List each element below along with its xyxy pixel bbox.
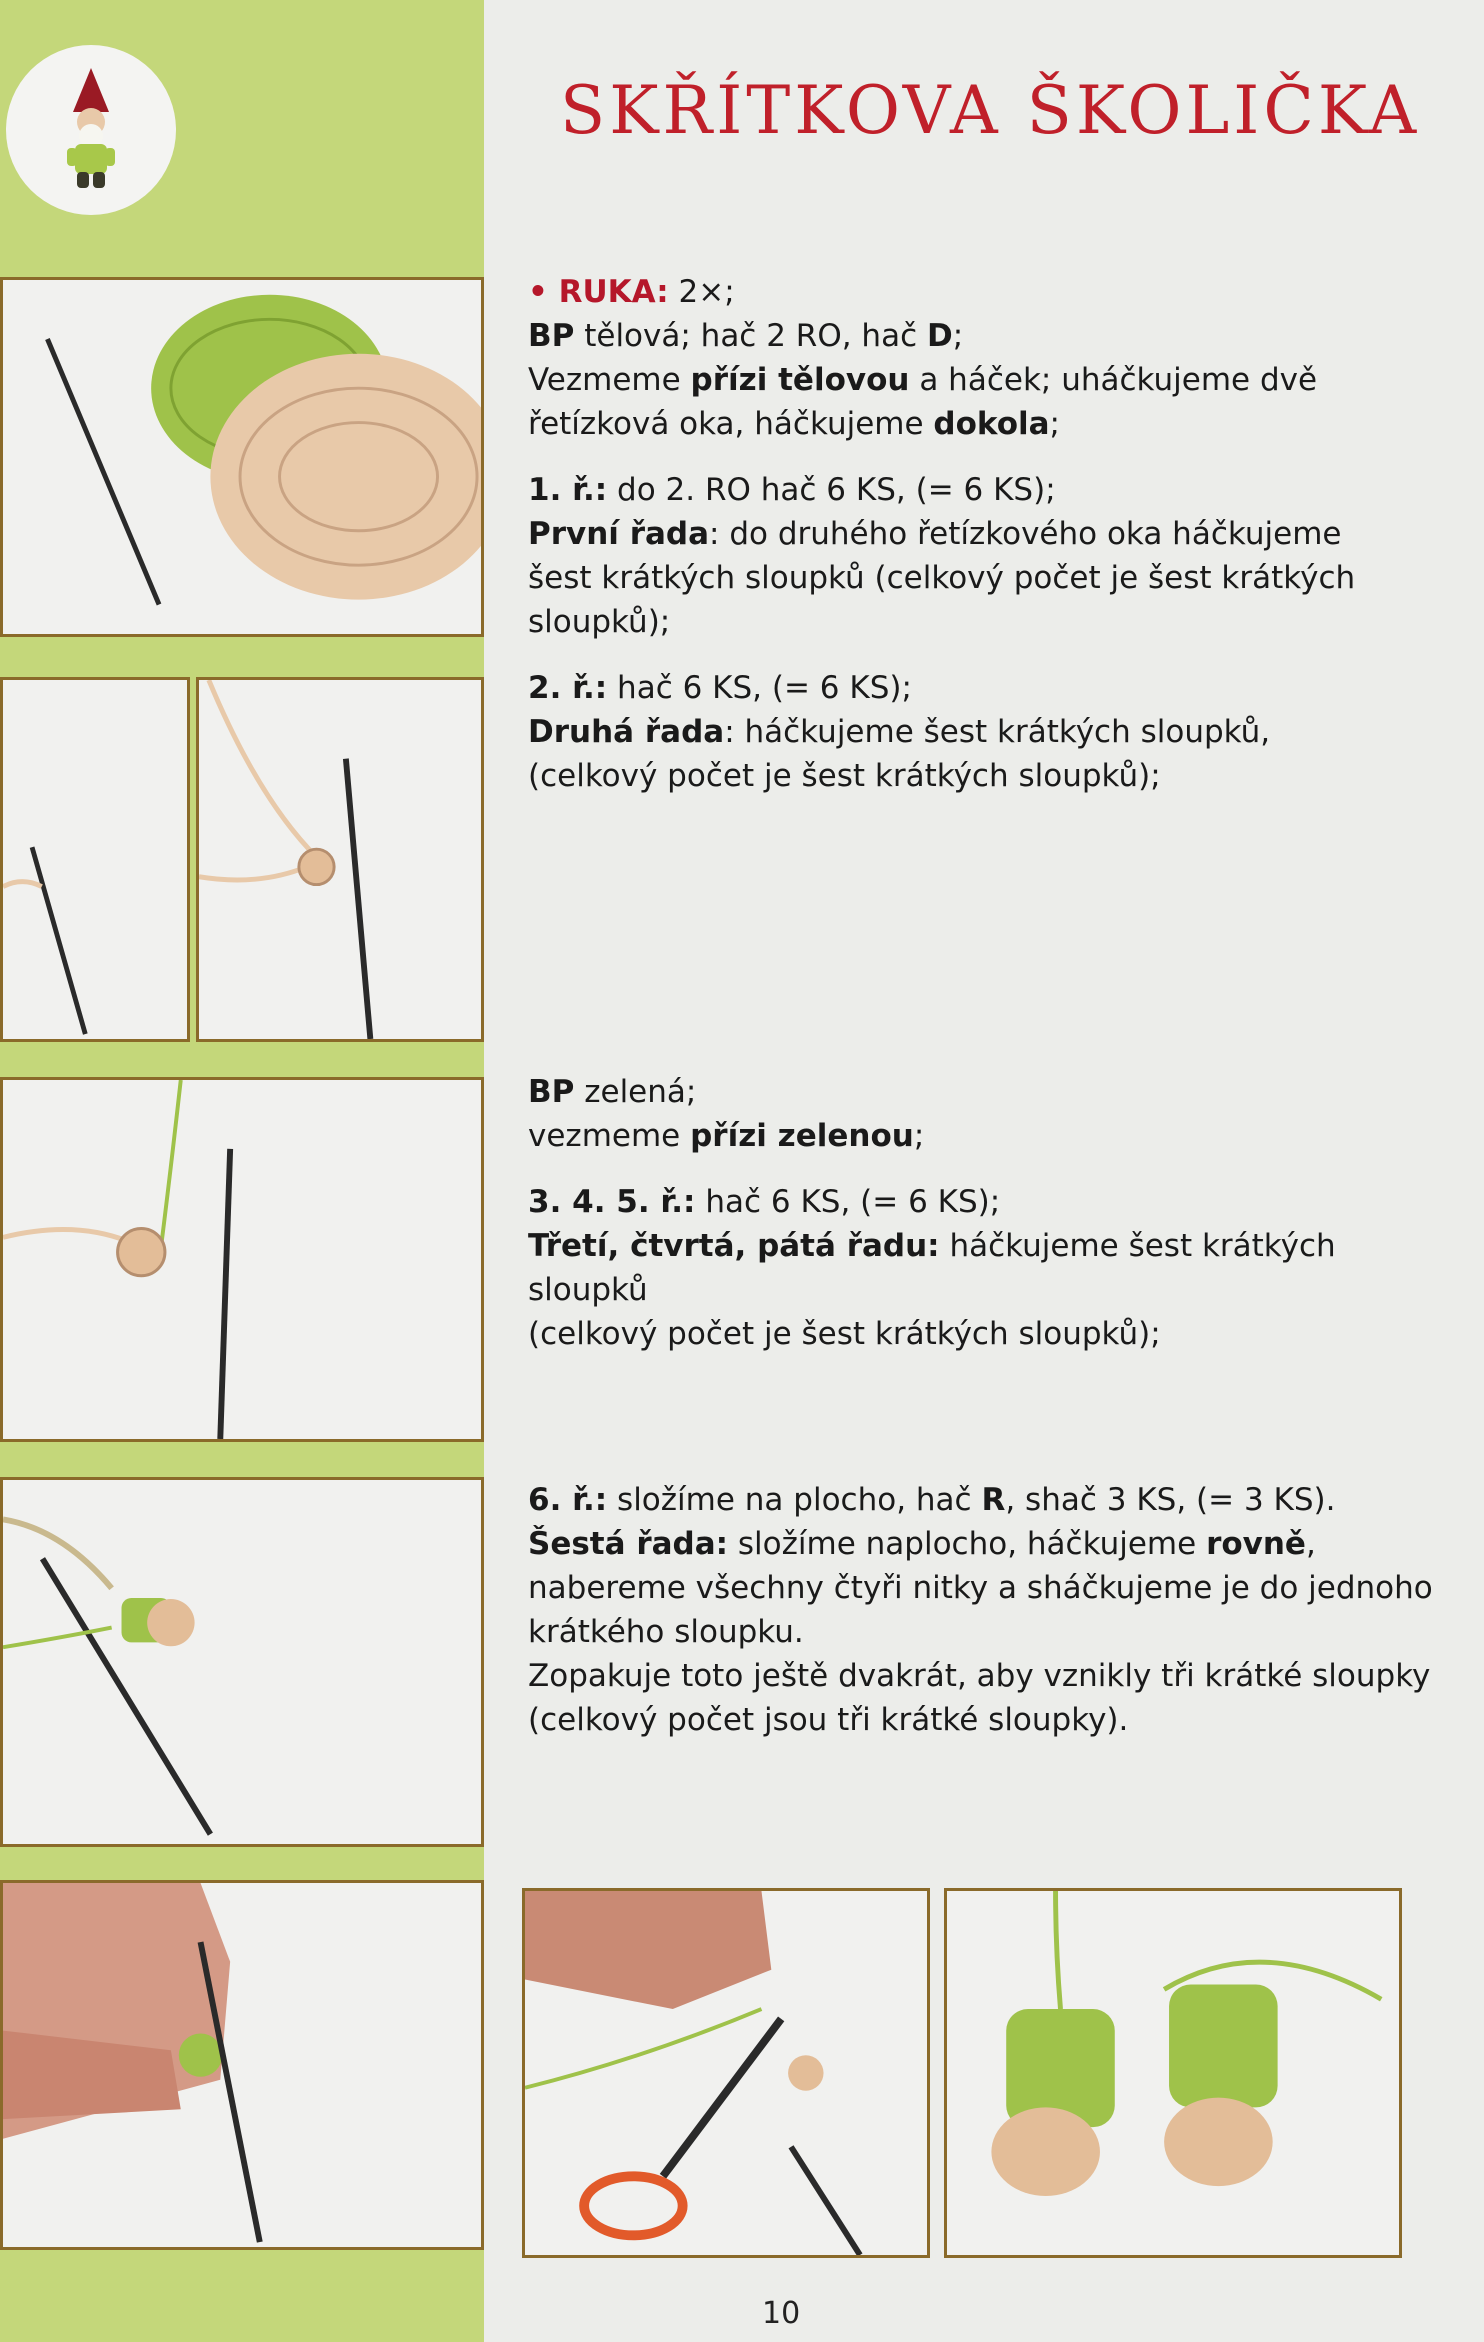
row345-code [528, 1180, 1448, 1224]
flattened-arm-photo [0, 1477, 484, 1847]
ruka-count: 2×; [678, 274, 735, 310]
row1-code-text: do 2. RO hač 6 KS, (= 6 KS); [617, 472, 1056, 508]
row6-desc1-c: , [1305, 1526, 1316, 1562]
row6-desc1-a: složíme naplocho, háčkujeme [737, 1526, 1197, 1562]
row345-desc1: háčkujeme šest krátkých sloupků [528, 1228, 1336, 1308]
finished-arms-photo [944, 1888, 1402, 2258]
bullet-dot: • [528, 274, 559, 310]
page-title: SKŘÍTKOVA ŠKOLIČKA [560, 72, 1421, 149]
first-round-photo [196, 677, 484, 1042]
ruka-line2-b: přízi tělovou [690, 362, 910, 398]
gnome-logo [6, 45, 176, 215]
row1-desc [528, 512, 1448, 556]
green-bp: BP [528, 1074, 575, 1110]
row1-num: 1. ř.: [528, 472, 608, 508]
row6-desc2: nabereme všechny čtyři nitky a sháčkujeme je do jednoho [528, 1570, 1433, 1606]
row2-desc2: (celkový počet je šest krátkých sloupků); [528, 758, 1161, 794]
start-chain-photo [0, 677, 190, 1042]
green-line-b: přízi zelenou [690, 1118, 914, 1154]
row2-name: Druhá řada [528, 714, 725, 750]
row6-desc1-b: rovně [1206, 1526, 1306, 1562]
bp-abbrev: BP [528, 318, 575, 354]
row1-desc2: šest krátkých sloupků (celkový počet je šest krátkých [528, 560, 1356, 596]
hands-crocheting-photo [0, 1880, 484, 2250]
row1-name: První řada [528, 516, 710, 552]
row2-num: 2. ř.: [528, 670, 608, 706]
row345-desc [528, 1224, 1448, 1312]
green-line-a: vezmeme [528, 1118, 681, 1154]
ruka-line2 [528, 358, 1448, 402]
ruka-heading [528, 270, 1448, 314]
ruka-line1-end: ; [952, 318, 964, 354]
ruka-line1-text: tělová; hač 2 RO, hač [584, 318, 918, 354]
ruka-label: RUKA: [558, 274, 669, 310]
row6-name: Šestá řada: [528, 1526, 729, 1562]
ruka-line2-a: Vezmeme [528, 362, 681, 398]
row345-name: Třetí, čtvrtá, pátá řadu: [528, 1228, 940, 1264]
row6-code [528, 1478, 1448, 1522]
row2-code-text: hač 6 KS, (= 6 KS); [617, 670, 912, 706]
row2-desc1: : háčkujeme šest krátkých sloupků, [724, 714, 1271, 750]
row2-code [528, 666, 1448, 710]
row6-desc4: Zopakuje toto ještě dvakrát, aby vznikly tři krátké sloupky [528, 1658, 1431, 1694]
row345-desc2: (celkový počet je šest krátkých sloupků); [528, 1316, 1161, 1352]
row345-code-text: hač 6 KS, (= 6 KS); [705, 1184, 1001, 1220]
row1-code [528, 468, 1448, 512]
row1-desc1: : do druhého řetízkového oka háčkujeme [709, 516, 1342, 552]
d-abbrev: D [926, 318, 953, 354]
green-bp-rest: zelená; [584, 1074, 697, 1110]
row6-desc1 [528, 1522, 1448, 1566]
green-line-c: ; [913, 1118, 925, 1154]
row345-num: 3. 4. 5. ř.: [528, 1184, 696, 1220]
green-line [528, 1114, 1448, 1158]
row6-code-r: R [981, 1482, 1006, 1518]
row6-code-a: složíme na plocho, hač [617, 1482, 972, 1518]
yarn-balls-and-hook-photo [0, 277, 484, 637]
ruka-line3-c: ; [1049, 406, 1060, 442]
page-number: 10 [762, 2296, 801, 2331]
row6-desc3: krátkého sloupku. [528, 1614, 804, 1650]
ruka-line3-a: řetízková oka, háčkujeme [528, 406, 924, 442]
row2-desc [528, 710, 1448, 754]
ruka-line1 [528, 314, 1448, 358]
ruka-line2-c: a háček; uháčkujeme dvě [919, 362, 1318, 398]
row6-num: 6. ř.: [528, 1482, 608, 1518]
scissors-cutting-photo [522, 1888, 930, 2258]
green-bp-line [528, 1070, 1448, 1114]
section-row6 [528, 1478, 1448, 1742]
row6-desc5: (celkový počet jsou tři krátké sloupky). [528, 1702, 1129, 1738]
row1-desc3: sloupků); [528, 604, 671, 640]
gnome-icon [31, 60, 151, 200]
section-green [528, 1070, 1448, 1356]
green-yarn-photo [0, 1077, 484, 1442]
section-ruka [528, 270, 1448, 798]
row6-code-b: , shač 3 KS, (= 3 KS). [1005, 1482, 1336, 1518]
ruka-line3 [528, 402, 1448, 446]
ruka-line3-b: dokola [933, 406, 1050, 442]
